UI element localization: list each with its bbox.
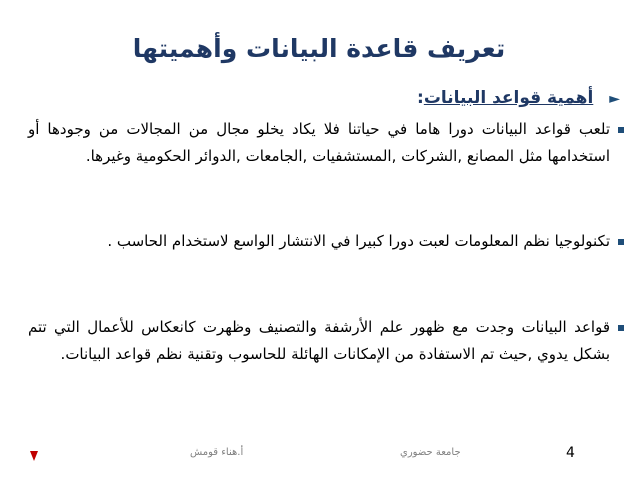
bullet-item <box>28 314 610 368</box>
heading-text: أهمية قواعد البيانات <box>423 88 594 108</box>
heading-suffix: : <box>417 88 424 108</box>
bullet-item <box>28 116 610 170</box>
square-bullet-icon <box>618 325 624 331</box>
square-bullet-icon <box>618 239 624 245</box>
bullet-text: تلعب قواعد البيانات دورا هاما في حياتنا فلا يكاد يخلو مجال من المجالات من وجودها أو استخدامها مثل المصانع ,الشركات ,المستشفيات ,الجامعات ,الدوائر الحكومية وغيرها. <box>28 120 610 165</box>
section-heading <box>30 88 620 108</box>
footer-marker-icon <box>30 451 38 461</box>
arrow-bullet-icon: ► <box>609 91 620 107</box>
bullet-text: قواعد البيانات وجدت مع ظهور علم الأرشفة والتصنيف وظهرت كانعكاس للأعمال التي تتم بشكل يدوي ,حيث تم الاستفادة من الإمكانات الهائلة للحاسوب وتقنية نظم قواعد البيانات. <box>28 318 610 363</box>
page-number: 4 <box>566 445 575 461</box>
bullet-item <box>60 228 610 255</box>
slide-title: تعريف قاعدة البيانات وأهميتها <box>132 34 506 63</box>
slide-footer <box>0 445 638 465</box>
bullet-text: تكنولوجيا نظم المعلومات لعبت دورا كبيرا في الانتشار الواسع لاستخدام الحاسب . <box>107 232 610 250</box>
footer-university: جامعة حضوري <box>400 447 461 458</box>
square-bullet-icon <box>618 127 624 133</box>
footer-author: أ.هناء قومش <box>190 447 244 458</box>
